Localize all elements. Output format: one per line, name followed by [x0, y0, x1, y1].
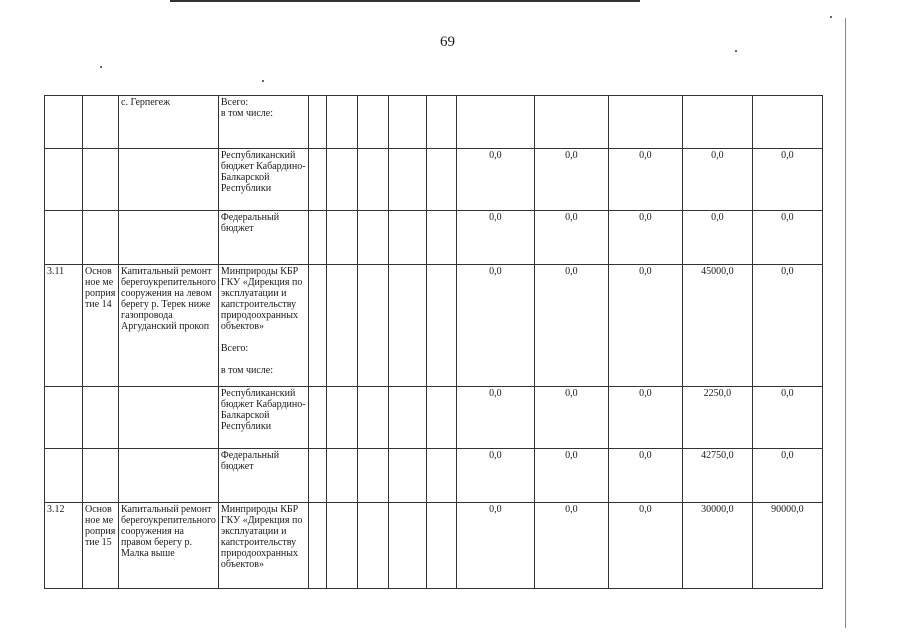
empty-cell	[326, 211, 357, 265]
value-cell: 0,0	[534, 503, 608, 589]
value-cell	[608, 96, 682, 149]
scan-speck	[262, 80, 264, 82]
page-number: 69	[440, 34, 455, 50]
value-cell: 42750,0	[682, 449, 752, 503]
value-cell: 0,0	[456, 211, 534, 265]
measure-type-cell	[83, 96, 119, 149]
empty-cell	[388, 503, 426, 589]
value-cell	[456, 96, 534, 149]
value-cell: 0,0	[682, 149, 752, 211]
empty-cell	[357, 211, 388, 265]
measure-type-cell: Основное мероприятие 14	[83, 265, 119, 387]
empty-cell	[388, 449, 426, 503]
measure-name-cell: Капитальный ремонт берегоукрепительного сооружения на правом берегу р. Малка выше	[119, 503, 219, 589]
empty-cell	[308, 211, 326, 265]
measure-type-cell	[83, 211, 119, 265]
empty-cell	[426, 449, 456, 503]
value-cell: 0,0	[534, 387, 608, 449]
empty-cell	[388, 387, 426, 449]
empty-cell	[308, 503, 326, 589]
measure-name-cell: с. Герпегеж	[119, 96, 219, 149]
value-cell: 0,0	[752, 265, 822, 387]
measure-name-cell	[119, 449, 219, 503]
page-top-border	[170, 0, 640, 2]
value-cell: 0,0	[752, 449, 822, 503]
row-number-cell	[45, 211, 83, 265]
budget-table	[44, 95, 823, 589]
measure-type-cell	[83, 149, 119, 211]
value-cell: 0,0	[534, 265, 608, 387]
executor-source-cell: Федеральный бюджет	[218, 211, 308, 265]
value-cell: 0,0	[752, 387, 822, 449]
value-cell: 0,0	[456, 149, 534, 211]
value-cell: 45000,0	[682, 265, 752, 387]
empty-cell	[326, 265, 357, 387]
empty-cell	[426, 265, 456, 387]
empty-cell	[326, 149, 357, 211]
measure-type-cell	[83, 449, 119, 503]
value-cell: 0,0	[608, 387, 682, 449]
empty-cell	[308, 387, 326, 449]
row-number-cell	[45, 96, 83, 149]
table-row	[45, 503, 823, 589]
empty-cell	[326, 96, 357, 149]
table-row	[45, 265, 823, 387]
scan-speck	[830, 16, 832, 18]
empty-cell	[388, 96, 426, 149]
value-cell: 0,0	[456, 387, 534, 449]
executor-source-cell: Республиканский бюджет Кабардино-Балкарской Республики	[218, 149, 308, 211]
empty-cell	[357, 96, 388, 149]
measure-type-cell	[83, 387, 119, 449]
value-cell: 0,0	[456, 265, 534, 387]
table-row	[45, 449, 823, 503]
value-cell: 0,0	[752, 149, 822, 211]
empty-cell	[308, 149, 326, 211]
value-cell	[682, 96, 752, 149]
empty-cell	[326, 503, 357, 589]
value-cell: 0,0	[456, 449, 534, 503]
value-cell: 0,0	[608, 503, 682, 589]
empty-cell	[326, 387, 357, 449]
value-cell	[752, 96, 822, 149]
value-cell: 0,0	[534, 211, 608, 265]
row-number-cell	[45, 149, 83, 211]
empty-cell	[357, 503, 388, 589]
empty-cell	[357, 387, 388, 449]
value-cell: 90000,0	[752, 503, 822, 589]
table-row	[45, 387, 823, 449]
empty-cell	[426, 96, 456, 149]
empty-cell	[426, 149, 456, 211]
row-number-cell	[45, 387, 83, 449]
row-number-cell: 3.11	[45, 265, 83, 387]
value-cell: 0,0	[608, 149, 682, 211]
empty-cell	[326, 449, 357, 503]
executor-source-cell: Федеральный бюджет	[218, 449, 308, 503]
measure-name-cell	[119, 387, 219, 449]
measure-name-cell	[119, 211, 219, 265]
value-cell: 0,0	[608, 211, 682, 265]
empty-cell	[308, 96, 326, 149]
value-cell: 0,0	[534, 449, 608, 503]
empty-cell	[388, 211, 426, 265]
row-number-cell	[45, 449, 83, 503]
value-cell: 0,0	[534, 149, 608, 211]
measure-name-cell	[119, 149, 219, 211]
empty-cell	[357, 449, 388, 503]
table-row	[45, 149, 823, 211]
scan-speck	[735, 50, 737, 52]
scan-edge-line	[845, 18, 846, 628]
empty-cell	[388, 265, 426, 387]
row-number-cell: 3.12	[45, 503, 83, 589]
empty-cell	[426, 503, 456, 589]
measure-name-cell: Капитальный ремонт берегоукрепительного сооружения на левом берегу р. Терек ниже газопровода Аргуданский прокоп	[119, 265, 219, 387]
executor-source-cell: Республиканский бюджет Кабардино-Балкарской Республики	[218, 387, 308, 449]
value-cell: 0,0	[682, 211, 752, 265]
empty-cell	[357, 265, 388, 387]
executor-source-cell: Всего: в том числе:	[218, 96, 308, 149]
value-cell: 30000,0	[682, 503, 752, 589]
scan-speck	[100, 66, 102, 68]
table-row	[45, 211, 823, 265]
value-cell: 0,0	[456, 503, 534, 589]
value-cell: 0,0	[608, 449, 682, 503]
empty-cell	[308, 449, 326, 503]
table-row	[45, 96, 823, 149]
value-cell: 0,0	[608, 265, 682, 387]
empty-cell	[388, 149, 426, 211]
measure-type-cell: Основное мероприятие 15	[83, 503, 119, 589]
empty-cell	[308, 265, 326, 387]
executor-source-cell: Минприроды КБР ГКУ «Дирекция по эксплуатации и капстроительству природоохранных объектов» Всего: в том числе:	[218, 265, 308, 387]
value-cell: 2250,0	[682, 387, 752, 449]
value-cell	[534, 96, 608, 149]
empty-cell	[426, 211, 456, 265]
empty-cell	[426, 387, 456, 449]
value-cell: 0,0	[752, 211, 822, 265]
empty-cell	[357, 149, 388, 211]
executor-source-cell: Минприроды КБР ГКУ «Дирекция по эксплуатации и капстроительству природоохранных объектов»	[218, 503, 308, 589]
